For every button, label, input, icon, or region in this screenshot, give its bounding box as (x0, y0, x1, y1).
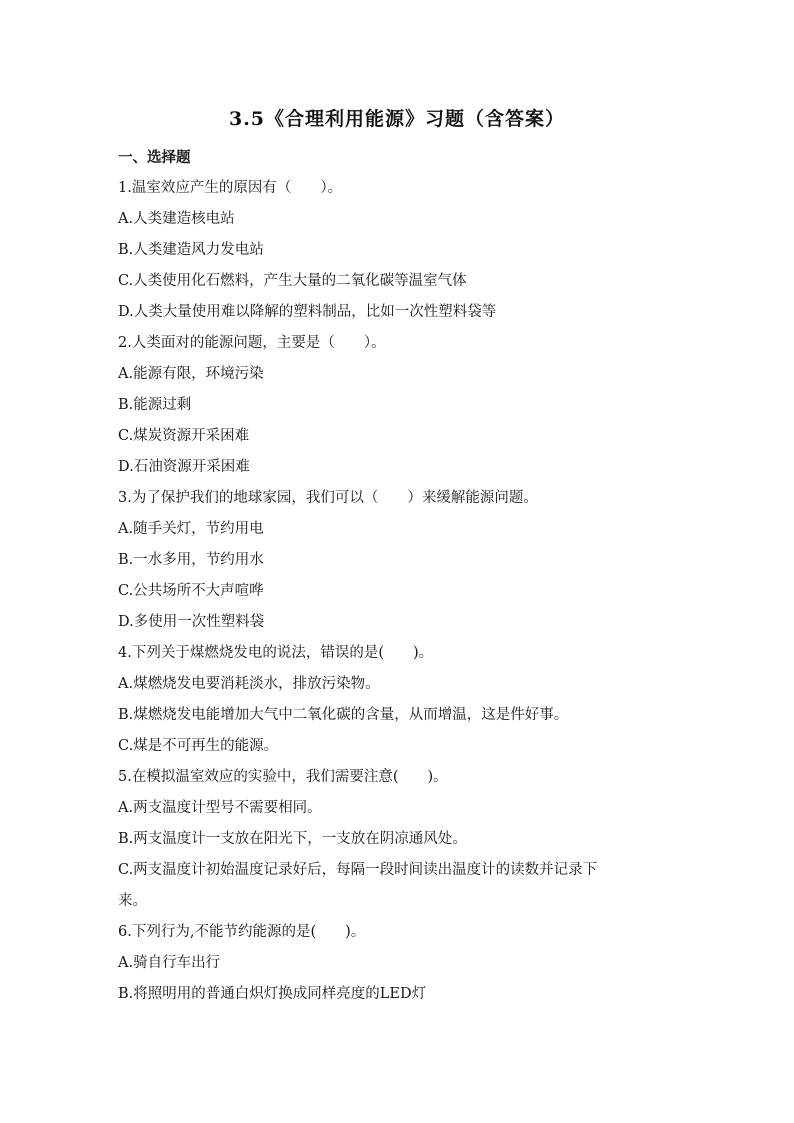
section-heading: 一、选择题 (118, 149, 191, 166)
question-1-stem: 1.温室效应产生的原因有（ ）。 (118, 180, 343, 196)
question-2-option-a: A.能源有限，环境污染 (118, 366, 264, 382)
question-2-option-b: B.能源过剩 (118, 397, 192, 413)
question-1-option-d: D.人类大量使用难以降解的塑料制品，比如一次性塑料袋等 (118, 304, 497, 320)
question-5-option-a: A.两支温度计型号不需要相同。 (118, 800, 322, 816)
question-3-option-d: D.多使用一次性塑料袋 (118, 614, 265, 630)
question-6-stem: 6.下列行为,不能节约能源的是( )。 (118, 924, 366, 940)
question-2-stem: 2.人类面对的能源问题，主要是（ ）。 (118, 335, 386, 351)
question-4-option-c: C.煤是不可再生的能源。 (118, 738, 279, 754)
question-2-option-d: D.石油资源开采困难 (118, 459, 250, 475)
question-4-option-b: B.煤燃烧发电能增加大气中二氧化碳的含量，从而增温，这是件好事。 (118, 707, 569, 723)
question-3-option-b: B.一水多用，节约用水 (118, 552, 264, 568)
question-5-option-c-continued: 来。 (118, 893, 147, 909)
question-3-option-a: A.随手关灯，节约用电 (118, 521, 264, 537)
question-6-option-b: B.将照明用的普通白炽灯换成同样亮度的LED灯 (118, 986, 427, 1002)
question-1-option-b: B.人类建造风力发电站 (118, 242, 264, 258)
document-body (118, 142, 678, 1010)
question-3-option-c: C.公共场所不大声喧哗 (118, 583, 264, 599)
question-1-option-c: C.人类使用化石燃料，产生大量的二氧化碳等温室气体 (118, 273, 467, 289)
question-3-stem: 3.为了保护我们的地球家园，我们可以（ ）来缓解能源问题。 (118, 490, 538, 506)
question-1-option-a: A.人类建造核电站 (118, 211, 235, 227)
question-5-stem: 5.在模拟温室效应的实验中，我们需要注意( )。 (118, 769, 448, 785)
question-2-option-c: C.煤炭资源开采困难 (118, 428, 250, 444)
question-6-option-a: A.骑自行车出行 (118, 955, 221, 971)
question-4-option-a: A.煤燃烧发电要消耗淡水，排放污染物。 (118, 676, 380, 692)
question-5-option-b: B.两支温度计一支放在阳光下，一支放在阴凉通风处。 (118, 831, 467, 847)
question-4-stem: 4.下列关于煤燃烧发电的说法，错误的是( )。 (118, 645, 434, 661)
page-title: 3.5《合理利用能源》习题（含答案） (228, 108, 566, 130)
question-5-option-c: C.两支温度计初始温度记录好后，每隔一段时间读出温度计的读数并记录下 (118, 862, 598, 878)
